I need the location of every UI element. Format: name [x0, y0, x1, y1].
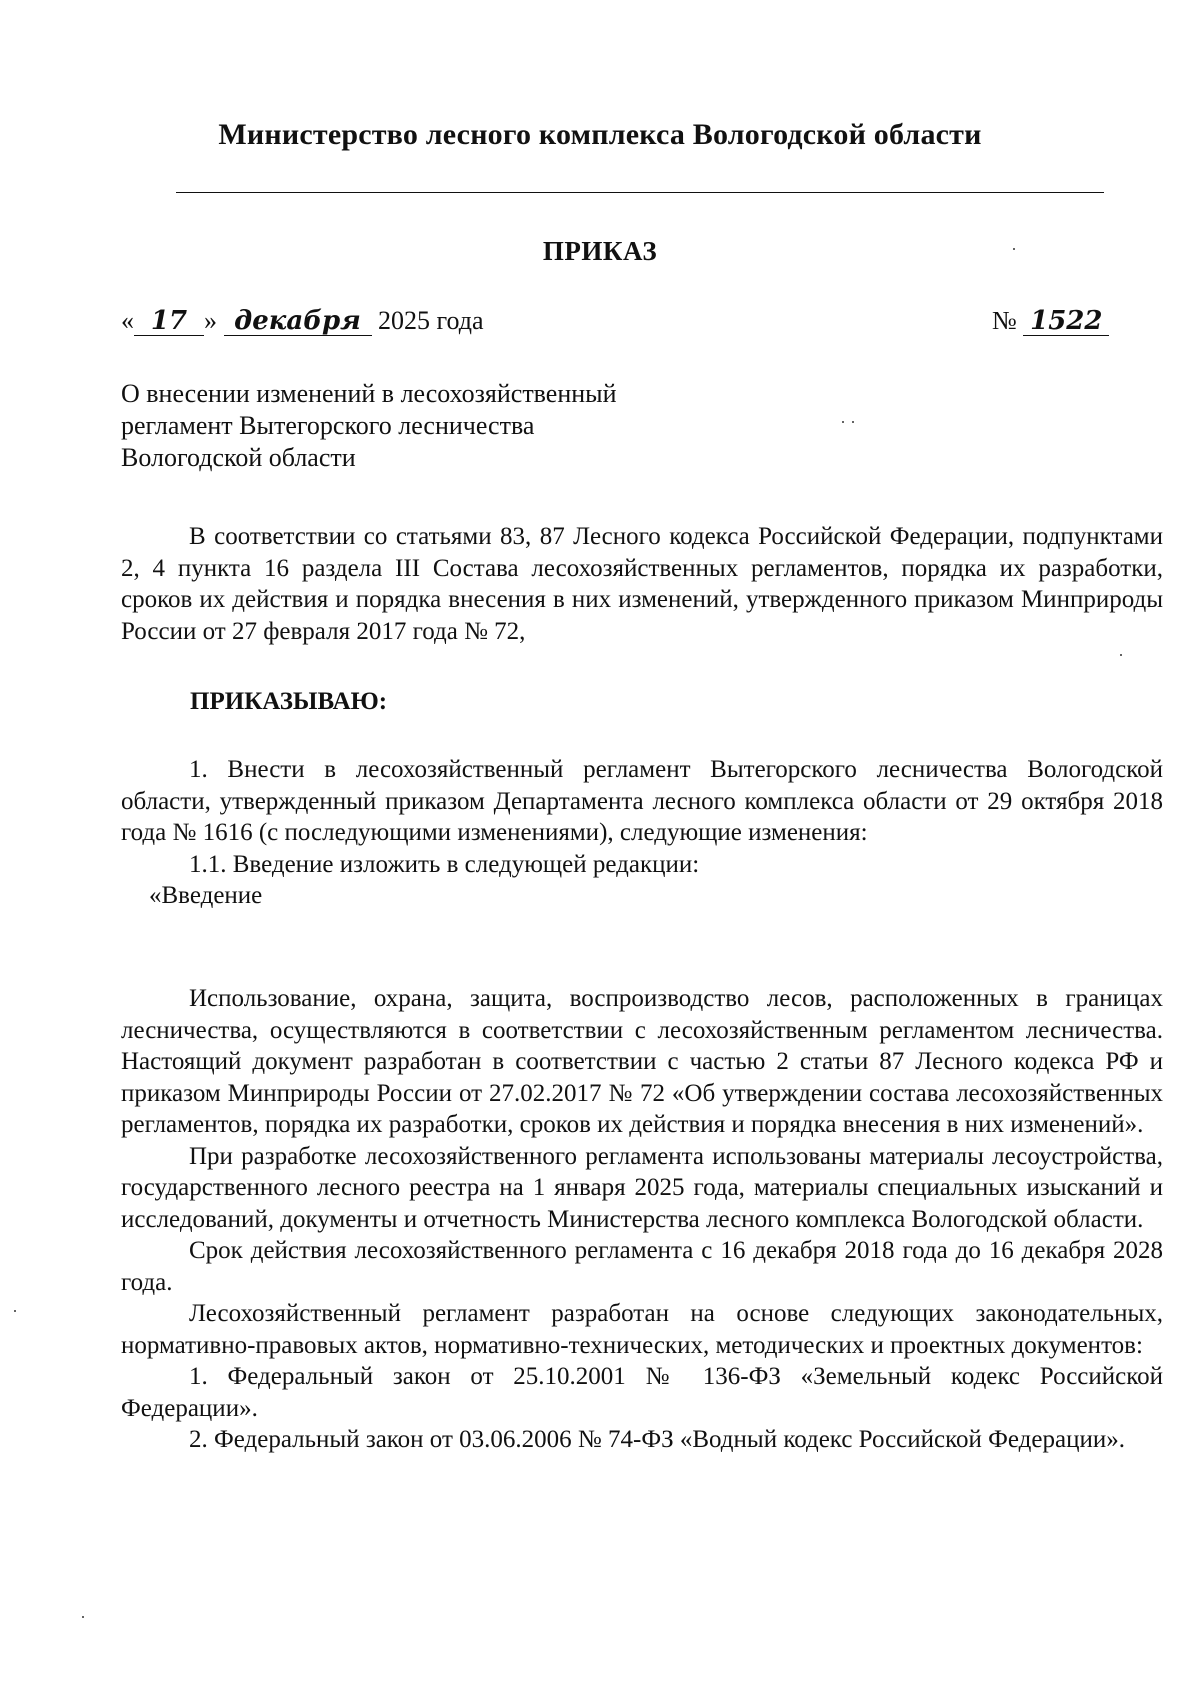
- scan-speck: [1120, 654, 1122, 656]
- order-subject: [121, 378, 617, 474]
- item-1-1: 1.1. Введение изложить в следующей редакции:: [189, 850, 700, 878]
- date-day-handwritten: 17: [134, 308, 204, 336]
- order-word: ПРИКАЗЫВАЮ:: [190, 688, 388, 715]
- date-close-quote: »: [204, 306, 217, 335]
- header-divider: [176, 192, 1104, 193]
- subject-line: О внесении изменений в лесохозяйственный: [121, 379, 617, 408]
- scan-speck: [14, 1310, 16, 1312]
- document-title: ПРИКАЗ: [542, 236, 658, 266]
- number-label: №: [992, 306, 1017, 335]
- paragraph: При разработке лесохозяйственного регламента использованы материалы лесоустройства, государственного лесного реестра на 1 января 2025 года, материалы специальных изысканий и исследований, документы и отчетность Министерства лесного комплекса Вологодской области.: [121, 1142, 1163, 1233]
- scan-speck: [852, 421, 854, 423]
- paragraph: Срок действия лесохозяйственного регламента с 16 декабря 2018 года до 16 декабря 2028 года.: [121, 1237, 1163, 1296]
- date-open-quote: «: [121, 306, 134, 335]
- order-number-handwritten: 1522: [1023, 308, 1109, 336]
- date-year: 2025 года: [378, 306, 484, 335]
- scan-speck: [1013, 248, 1015, 250]
- subject-line: Вологодской области: [121, 443, 356, 472]
- paragraph: Лесохозяйственный регламент разработан на основе следующих законодательных, нормативно-правовых актов, нормативно-технических, методических и проектных документов:: [121, 1300, 1163, 1359]
- ministry-name: Министерство лесного комплекса Вологодской области: [218, 118, 982, 151]
- order-number-line: [992, 306, 1109, 336]
- item-1: 1. Внести в лесохозяйственный регламент Вытегорского лесничества Вологодской области, утвержденный приказом Департамента лесного комплекса области от 29 октября 2018 года № 1616 (с последующими изменениями), следующие изменения:: [121, 756, 1163, 846]
- paragraph: 1. Федеральный закон от 25.10.2001 № 136-ФЗ «Земельный кодекс Российской Федерации».: [121, 1363, 1163, 1422]
- date-line: [121, 306, 484, 336]
- scan-speck: [842, 421, 844, 423]
- date-month-handwritten: декабря: [224, 308, 372, 336]
- order-items: [121, 754, 1163, 912]
- paragraph: 2. Федеральный закон от 03.06.2006 № 74-ФЗ «Водный кодекс Российской Федерации».: [189, 1426, 1125, 1453]
- intro-heading: «Введение: [149, 882, 263, 909]
- subject-line: регламент Вытегорского лесничества: [121, 411, 535, 440]
- preamble: [121, 521, 1163, 647]
- introduction-body: [121, 983, 1163, 1456]
- paragraph: Использование, охрана, защита, воспроизводство лесов, расположенных в границах лесничества, осуществляются в соответствии с лесохозяйственным регламентом лесничества. Настоящий документ разработан в соответствии с частью 2 статьи 87 Лесного кодекса РФ и приказом Минприроды России от 27.02.2017 № 72 «Об утверждении состава лесохозяйственных регламентов, порядка их разработки, сроков их действия и порядка внесения в них изменений».: [121, 985, 1163, 1138]
- preamble-text: В соответствии со статьями 83, 87 Лесного кодекса Российской Федерации, подпунктами 2, 4 пункта 16 раздела III Состава лесохозяйственных регламентов, порядка их разработки, сроков их действия и порядка внесения в них изменений, утвержденного приказом Минприроды России от 27 февраля 2017 года № 72,: [121, 523, 1163, 645]
- scan-speck: [82, 1616, 84, 1618]
